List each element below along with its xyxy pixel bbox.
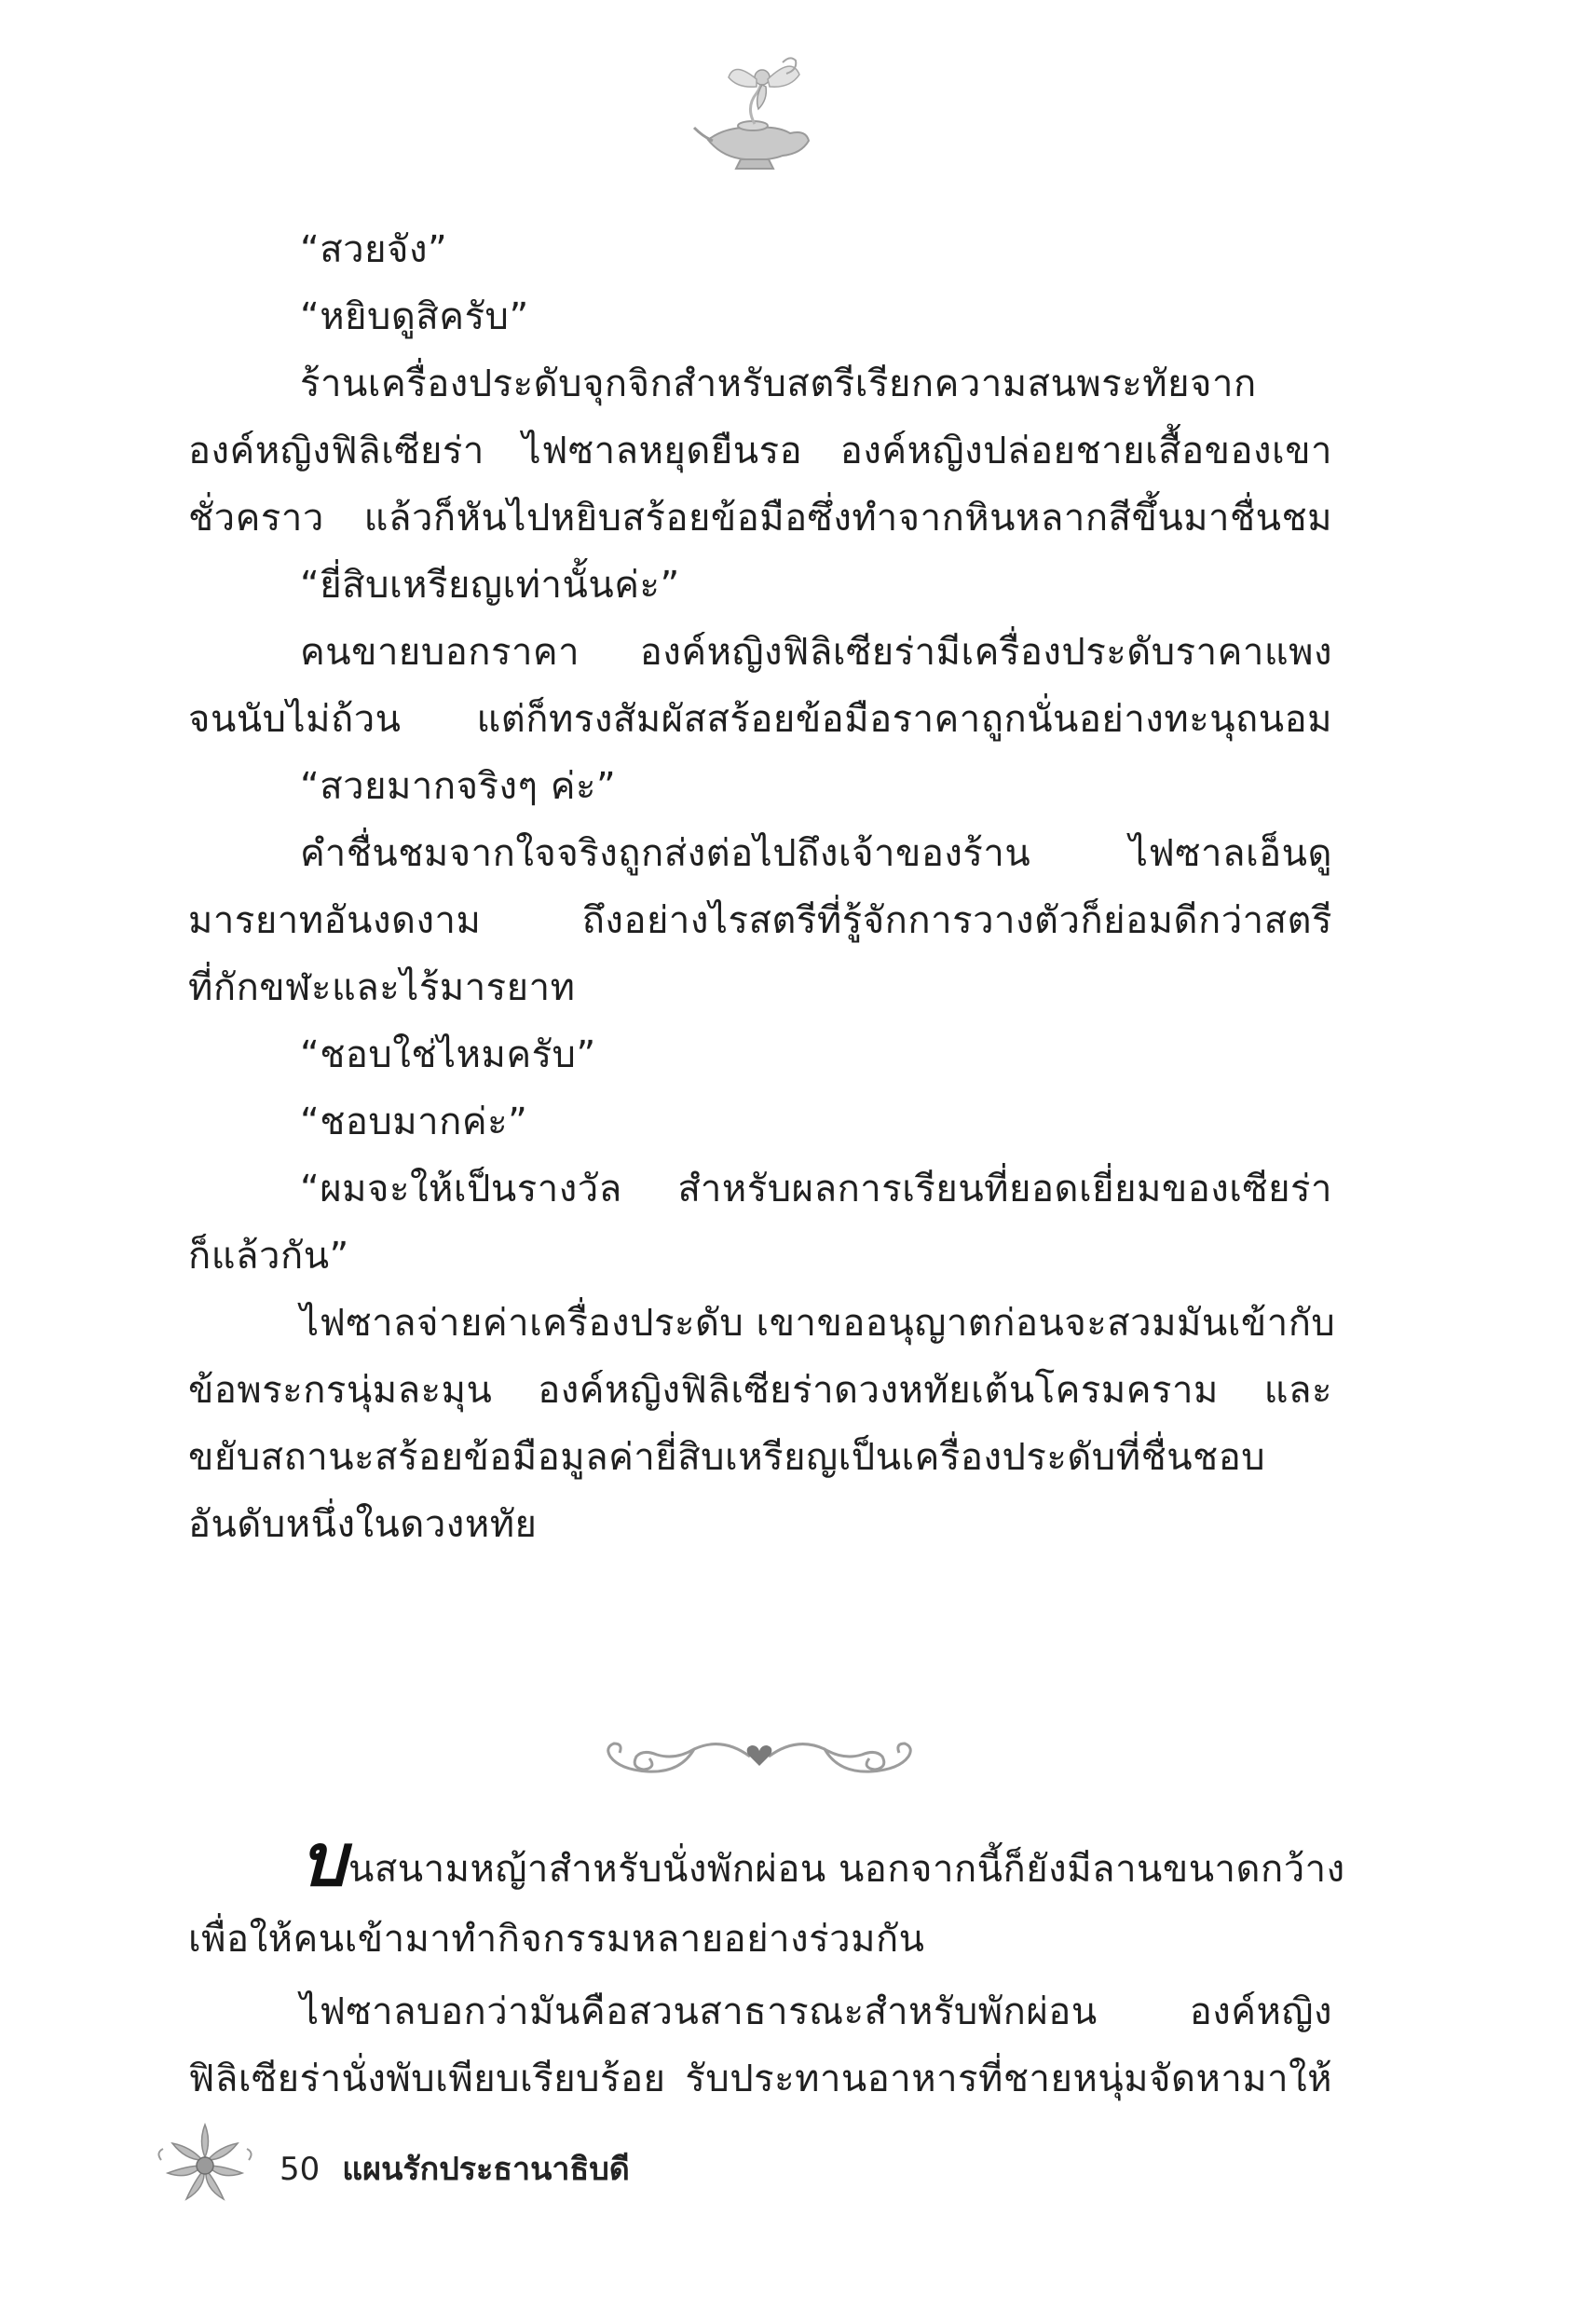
paragraph-line: คนขายบอกราคา องค์หญิงฟิลิเซียร่ามีเครื่องประดับราคาแพง (300, 631, 1332, 674)
paragraph-line: ชั่วคราว แล้วก็หันไปหยิบสร้อยข้อมือซึ่งทำจากหินหลากสีขึ้นมาชื่นชม (188, 497, 1332, 540)
footer-caption (280, 2143, 630, 2194)
scroll-heart-divider-icon (592, 1729, 927, 1785)
paragraph-line: ข้อพระกรนุ่มละมุน องค์หญิงฟิลิเซียร่าดวงหทัยเต้นโครมคราม และ (188, 1369, 1332, 1412)
page-number: 50 (280, 2151, 321, 2188)
dialogue-line: “ชอบมากค่ะ” (300, 1101, 528, 1143)
drop-cap: บ (300, 1818, 348, 1903)
paragraph-line: เพื่อให้คนเข้ามาทำกิจกรรมหลายอย่างร่วมกัน (188, 1918, 925, 1961)
paragraph-line (300, 1818, 1345, 1903)
paragraph-line: ร้านเครื่องประดับจุกจิกสำหรับสตรีเรียกความสนพระทัยจาก (300, 362, 1257, 405)
flower-icon (154, 2115, 256, 2208)
paragraph-line: คำชื่นชมจากใจจริงถูกส่งต่อไปถึงเจ้าของร้าน ไฟซาลเอ็นดู (300, 832, 1332, 875)
dialogue-line: “ชอบใช่ไหมครับ” (300, 1033, 596, 1076)
book-title: แผนรักประธานาธิบดี (342, 2151, 630, 2188)
dialogue-line: “ยี่สิบเหรียญเท่านั้นค่ะ” (300, 564, 680, 607)
dialogue-line: “หยิบดูสิครับ” (300, 295, 529, 338)
paragraph-line: องค์หญิงฟิลิเซียร่า ไฟซาลหยุดยืนรอ องค์หญิงปล่อยชายเสื้อของเขา (188, 430, 1332, 472)
paragraph-line: ไฟซาลบอกว่ามันคือสวนสาธารณะสำหรับพักผ่อน องค์หญิง (300, 1990, 1332, 2033)
dialogue-line: “ผมจะให้เป็นรางวัล สำหรับผลการเรียนที่ยอดเยี่ยมของเซียร่า (300, 1168, 1332, 1210)
paragraph-line: ฟิลิเซียร่านั่งพับเพียบเรียบร้อย รับประทานอาหารที่ชายหนุ่มจัดหามาให้ (188, 2058, 1332, 2100)
dialogue-line: “สวยมากจริงๆ ค่ะ” (300, 765, 617, 808)
paragraph-line: ขยับสถานะสร้อยข้อมือมูลค่ายี่สิบเหรียญเป็นเครื่องประดับที่ชื่นชอบ (188, 1436, 1266, 1479)
paragraph-line: มารยาทอันงดงาม ถึงอย่างไรสตรีที่รู้จักการวางตัวก็ย่อมดีกว่าสตรี (188, 899, 1332, 942)
dialogue-line: ก็แล้วกัน” (188, 1235, 349, 1278)
dialogue-line: “สวยจัง” (300, 228, 448, 271)
paragraph-line: ไฟซาลจ่ายค่าเครื่องประดับ เขาขออนุญาตก่อนจะสวมมันเข้ากับ (300, 1302, 1336, 1345)
paragraph-line: จนนับไม่ถ้วน แต่ก็ทรงสัมผัสสร้อยข้อมือราคาถูกนั่นอย่างทะนุถนอม (188, 698, 1332, 741)
paragraph-line: ที่กักขฬะและไร้มารยาท (188, 966, 576, 1009)
magic-lamp-icon (689, 51, 815, 172)
paragraph-line-text: นสนามหญ้าสำหรับนั่งพักผ่อน นอกจากนี้ก็ยังมีลานขนาดกว้าง (348, 1848, 1345, 1891)
paragraph-line: อันดับหนึ่งในดวงหทัย (188, 1503, 538, 1546)
page-footer (154, 2115, 806, 2199)
